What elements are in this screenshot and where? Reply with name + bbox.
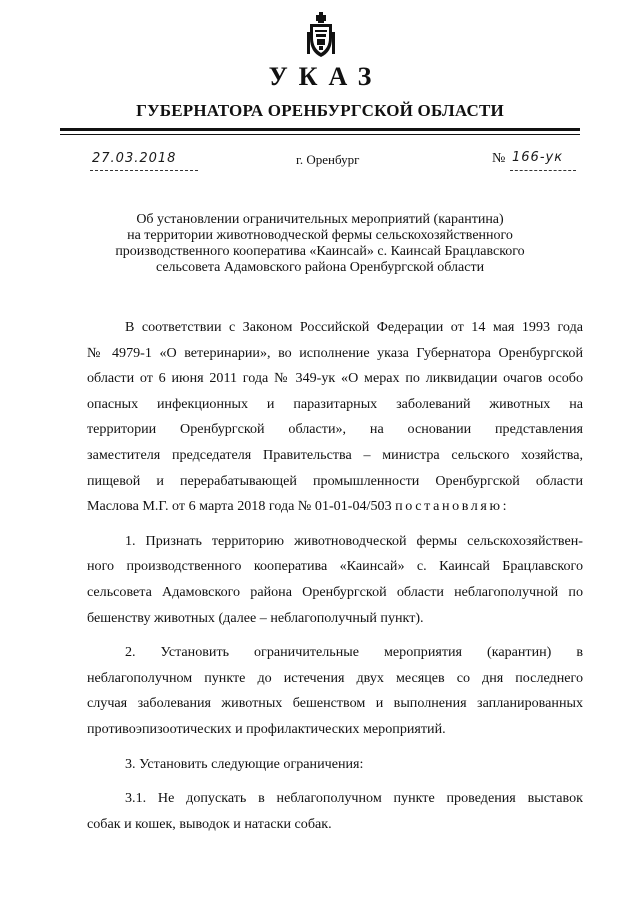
decree-date: 27.03.2018 [92, 151, 177, 166]
body-line: 1. Признать территорию животноводческой фермы сельскохозяйствен- [125, 532, 583, 549]
title-line: Об установлении ограничительных мероприятий (карантина) [136, 212, 504, 227]
body-line: сельсовета Адамовского района Оренбургской области неблагополучной по [87, 583, 583, 600]
decree-number: 166-ук [512, 150, 564, 165]
preamble-paragraph [87, 315, 583, 520]
body-line: области от 6 июня 2011 года № 349-ук «О мерах по ликвидации очагов особо [87, 370, 583, 387]
body-line: противоэпизоотических и профилактических мероприятий. [87, 720, 446, 737]
body-line: неблагополучном пункте до истечения двух месяцев со дня последнего [87, 669, 583, 686]
body-line: 2. Установить ограничительные мероприятия (карантин) в [125, 644, 583, 661]
body-line: территории Оренбургской области», на основании представления [87, 421, 583, 438]
item-3-paragraph [87, 752, 583, 778]
body-line: случая заболевания животных бешенством и выполнения запланированных [87, 695, 583, 712]
body-line: собак и кошек, выводок и натаски собак. [87, 815, 332, 832]
coat-of-arms-icon [306, 12, 336, 58]
body-line: В соответствии с Законом Российской Федерации от 14 мая 1993 года [125, 319, 583, 335]
document-type: УКАЗ [268, 62, 383, 91]
title-line: производственного кооператива «Каинсай» с. Каинсай Брацлавского [115, 244, 525, 259]
decree-title [80, 212, 560, 276]
body-line-text: Маслова М.Г. от 6 марта 2018 года № 01-01-04/503 [87, 498, 392, 515]
body-line: 3. Установить следующие ограничения: [125, 755, 364, 772]
item-2-paragraph [87, 640, 583, 742]
body-line: бешенству животных (далее – неблагополучный пункт). [87, 609, 424, 626]
body-line: № 4979-1 «О ветеринарии», во исполнение указа Губернатора Оренбургской [87, 344, 583, 361]
body-line: заместителя председателя Правительства – министра сельского хозяйства, [87, 446, 583, 463]
body-line: опасных инфекционных и паразитарных заболеваний животных на [87, 395, 583, 412]
item-3-1-paragraph [87, 786, 583, 837]
decree-body [87, 315, 583, 837]
number-underline [510, 169, 576, 171]
title-line: на территории животноводческой фермы сельскохозяйственного [127, 228, 513, 243]
title-line: сельсовета Адамовского района Оренбургской области [155, 260, 485, 275]
body-line: 3.1. Не допускать в неблагополучном пункте проведения выставок [125, 790, 583, 807]
decree-city: г. Оренбург [296, 152, 360, 167]
item-1-paragraph [87, 529, 583, 631]
number-sign: № [492, 151, 506, 166]
header-rule-thick [60, 128, 580, 131]
body-line-with-decree [87, 494, 583, 520]
body-line: ного производственного кооператива «Каинсай» с. Каинсай Брацлавского [87, 558, 583, 575]
body-line: пищевой и перерабатывающей промышленности Оренбургской области [87, 472, 583, 489]
date-underline [90, 169, 198, 171]
decree-word: постановляю: [395, 498, 510, 515]
header-rule-thin [60, 134, 580, 135]
issuer-title: ГУБЕРНАТОРА ОРЕНБУРГСКОЙ ОБЛАСТИ [136, 101, 504, 120]
